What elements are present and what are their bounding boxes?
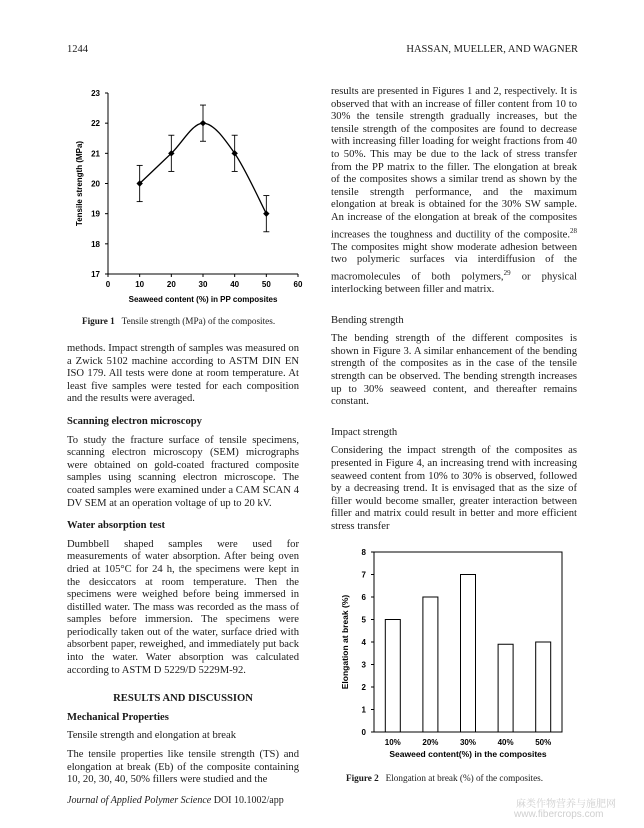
reference-29: 29 (503, 268, 511, 277)
paragraph-tensile: The tensile properties like tensile strength (TS) and elongation at break (Eb) of the composite containing 10, 20, 30, 40, 50% fillers were studied and the (67, 749, 299, 786)
paragraph-sem: To study the fracture surface of tensile specimens, scanning electron microscopy (SEM) micrographs were obtained on gold-coated fractured composite samples using scanning electron microscope. The coated samples were examined under a CAM SCAN 4 DV SEM at an operation voltage of up to 20 kV. (67, 434, 299, 509)
y-tick-label: 18 (91, 239, 100, 249)
x-tick-label: 10% (384, 738, 401, 747)
figure-2-label: Figure 2 (346, 773, 379, 783)
y-tick-label: 3 (361, 660, 366, 670)
figure-2-caption (346, 773, 586, 783)
x-tick-label: 50% (535, 738, 552, 747)
figure-1-chart (66, 78, 316, 308)
running-title: HASSAN, MUELLER, AND WAGNER (406, 44, 578, 55)
figure-1-caption (82, 316, 322, 326)
figure-1-label: Figure 1 (82, 316, 115, 326)
y-tick-label: 23 (91, 89, 100, 98)
bar (423, 597, 438, 732)
y-tick-label: 4 (361, 638, 366, 647)
bar (385, 620, 400, 733)
page-number: 1244 (67, 44, 88, 55)
y-tick-label: 5 (361, 615, 366, 625)
heading-sem: Scanning electron microscopy (67, 415, 202, 427)
results-text-a: results are presented in Figures 1 and 2, respectively. It is observed that with an increase of filler content from 10 to 30% the tensile strength gradually increases, but the tensile strength of the composites are found to decrease with increasing filler loading for weight fractions from 40 to 50%. This may be due to the lack of stress transfer from the PP matrix to the filler. The elongation at break of the composites shows a similar trend as shown by the tensile strength performance, and the maximum elongation at break is obtained for the 30% SW sample. An increase of the elongation at break of the composites increases the toughness and ductility of the composite. (331, 86, 577, 241)
y-tick-label: 6 (361, 593, 366, 602)
doi: DOI 10.1002/app (213, 795, 284, 806)
figure-2-chart (336, 542, 572, 768)
x-axis-title: Seaweed content (%) in PP composites (128, 295, 278, 304)
y-tick-label: 22 (91, 119, 100, 129)
paragraph-impact: Considering the impact strength of the composites as presented in Figure 4, an increasing trend with increasing seaweed content from 10% to 30% is observed, followed by a decreasing trend. It is envisaged that as the size of filler would become smaller, greater interaction between filler and matrix could result in better and more efficient stress transfer (331, 445, 577, 532)
y-axis-title: Elongation at break (%) (340, 594, 350, 690)
heading-tensile: Tensile strength and elongation at break (67, 730, 236, 742)
y-tick-label: 20 (91, 179, 100, 189)
x-tick-label: 40 (230, 280, 240, 289)
left-column (67, 343, 299, 787)
y-tick-label: 7 (361, 570, 366, 580)
paragraph-bending: The bending strength of the different composites is shown in Figure 3. A similar enhancement of the bending strength of the composites as in the case of the tensile strength can be observed. The bending strength increases up to 30% seaweed content, and thereafter remains constant. (331, 333, 577, 408)
y-tick-label: 8 (361, 548, 366, 557)
paragraph-water-absorption: Dumbbell shaped samples were used for measurements of water absorption. After being oven dried at 105°C for 24 h, the specimens were kept in the desiccators at room temperature. Then the specimens were weighed before being immersed in distilled water. The mass was recorded as the mass of samples before immersion. The specimens were periodically taken out of the water, surface dried with absorbent paper, reweighed, and immediately put back into the water. Water absorption was calculated according to ASTM D 5229/D 5229M-92. (67, 538, 299, 676)
x-tick-label: 60 (293, 280, 303, 289)
watermark-line-1: 麻类作物营养与施肥网 (516, 799, 616, 810)
y-tick-label: 2 (361, 683, 366, 692)
x-axis-title: Seaweed content(%) in the composites (389, 749, 547, 759)
y-tick-label: 21 (91, 149, 100, 159)
bar (461, 575, 476, 733)
x-tick-label: 30 (198, 280, 208, 289)
heading-results: RESULTS AND DISCUSSION (113, 693, 253, 705)
footer (67, 795, 284, 806)
x-tick-label: 10 (135, 280, 145, 289)
heading-water-absorption: Water absorption test (67, 520, 166, 532)
figure-2-caption-text: Elongation at break (%) of the composites. (385, 773, 544, 783)
paragraph-methods-cont: methods. Impact strength of samples was measured on a Zwick 5102 machine according to ASTM DIN EN ISO 179. All tests were done at room temperature. At least five samples were tested for each composition and the results were averaged. (67, 343, 299, 405)
y-tick-label: 0 (361, 728, 366, 737)
journal-name: Journal of Applied Polymer Science (67, 795, 212, 806)
x-tick-label: 40% (497, 738, 514, 747)
y-tick-label: 19 (91, 209, 100, 219)
y-axis-title: Tensile strength (MPa) (75, 140, 84, 227)
x-tick-label: 30% (459, 738, 477, 747)
results-text-b: The composites might show moderate adhesion between two polymeric surfaces via interdiffusion of the macromolecules of both polymers, (331, 241, 577, 283)
right-column (331, 86, 577, 533)
heading-bending: Bending strength (331, 314, 404, 326)
paragraph-results (331, 86, 577, 297)
heading-mechanical: Mechanical Properties (67, 711, 169, 723)
y-tick-label: 1 (361, 705, 366, 715)
x-tick-label: 50 (261, 280, 271, 289)
reference-28: 28 (570, 226, 577, 235)
watermark-line-2: www.fibercrops.com (514, 809, 604, 820)
x-tick-label: 0 (105, 280, 111, 289)
data-point (200, 120, 206, 126)
data-point (263, 210, 269, 216)
x-tick-label: 20 (166, 280, 176, 289)
bar (498, 644, 513, 732)
figure-1-caption-text: Tensile strength (MPa) of the composites. (121, 316, 276, 326)
results-text-c: or physical interlocking between filler and matrix. (331, 271, 577, 295)
x-tick-label: 20% (422, 738, 439, 747)
bar (536, 642, 551, 732)
heading-impact: Impact strength (331, 426, 398, 438)
y-tick-label: 17 (91, 270, 100, 279)
